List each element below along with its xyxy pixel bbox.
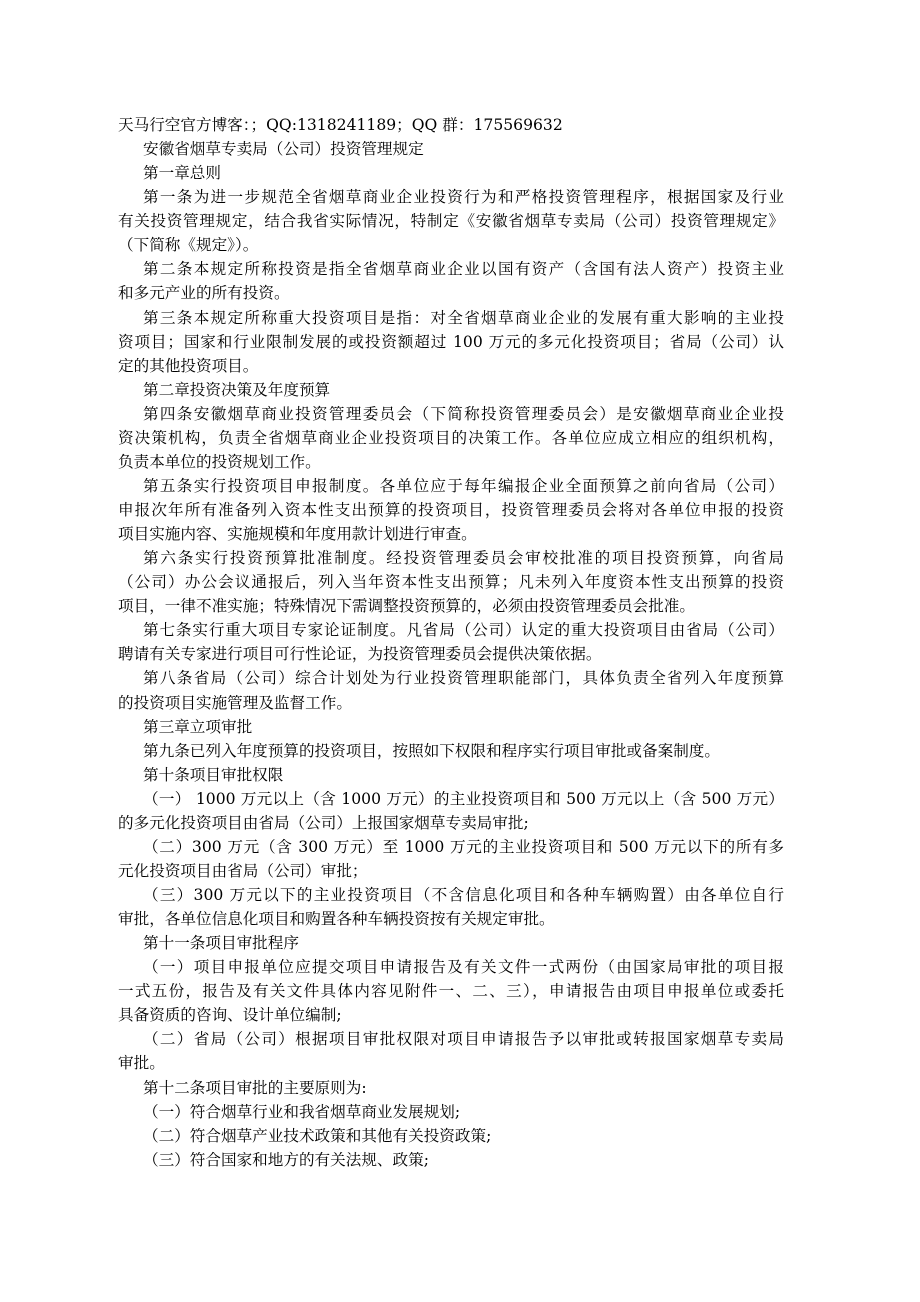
text-line: 第五条实行投资项目申报制度。各单位应于每年编报企业全面预算之前向省局（公司） (143, 476, 784, 495)
text-line: 资项目；国家和行业限制发展的或投资额超过 100 万元的多元化投资项目；省局（公司）认 (118, 332, 784, 351)
text-line: 第十条项目审批权限 (143, 765, 284, 784)
text-line: 第九条已列入年度预算的投资项目，按照如下权限和程序实行项目审批或备案制度。 (143, 741, 720, 760)
text-line: 第八条省局（公司）综合计划处为行业投资管理职能部门，具体负责全省列入年度预算 (143, 669, 784, 688)
text-line: （一）项目申报单位应提交项目申请报告及有关文件一式两份（由国家局审批的项目报 (143, 958, 784, 977)
text-line: （一） 1000 万元以上（含 1000 万元）的主业投资项目和 500 万元以上（含 500 万元） (143, 789, 784, 808)
text-line: 安徽省烟草专卖局（公司）投资管理规定 (143, 140, 424, 159)
text-line: 第一条为进一步规范全省烟草商业企业投资行为和严格投资管理程序，根据国家及行业 (143, 188, 784, 207)
text-line: 具备资质的咨询、设计单位编制; (118, 1006, 342, 1025)
text-line: 第三章立项审批 (143, 717, 253, 736)
text-line: 有关投资管理规定，结合我省实际情况，特制定《安徽省烟草专卖局（公司）投资管理规定》 (118, 212, 784, 231)
text-line: （公司）办公会议通报后，列入当年资本性支出预算；凡未列入年度资本性支出预算的投资 (118, 573, 784, 592)
text-line: 第十二条项目审批的主要原则为: (143, 1078, 367, 1097)
text-line: 聘请有关专家进行项目可行性论证，为投资管理委员会提供决策依据。 (118, 645, 602, 664)
text-line: 项目，一律不准实施；特殊情况下需调整投资预算的，必须由投资管理委员会批准。 (118, 597, 695, 616)
text-line: 第二条本规定所称投资是指全省烟草商业企业以国有资产（含国有法人资产）投资主业 (143, 260, 784, 279)
text-line: 第三条本规定所称重大投资项目是指：对全省烟草商业企业的发展有重大影响的主业投 (143, 308, 784, 327)
text-line: 定的其他投资项目。 (118, 356, 259, 375)
text-line: 的投资项目实施管理及监督工作。 (118, 693, 352, 712)
text-line: 第二章投资决策及年度预算 (143, 380, 331, 399)
text-line: 和多元产业的所有投资。 (118, 284, 290, 303)
text-line: 的多元化投资项目由省局（公司）上报国家烟草专卖局审批; (118, 813, 529, 832)
text-line: （二）符合烟草产业技术政策和其他有关投资政策; (143, 1126, 492, 1145)
text-line: （三）300 万元以下的主业投资项目（不含信息化项目和各种车辆购置）由各单位自行 (143, 886, 784, 904)
text-line: 审批，各单位信息化项目和购置各种车辆投资按有关规定审批。 (118, 910, 555, 929)
text-line: （一）符合烟草行业和我省烟草商业发展规划; (143, 1102, 461, 1121)
header-contact-line: 天马行空官方博客：；QQ:1318241189；QQ 群：175569632 (118, 116, 563, 134)
text-line: （二）省局（公司）根据项目审批权限对项目申请报告予以审批或转报国家烟草专卖局 (143, 1030, 784, 1049)
text-line: 负责本单位的投资规划工作。 (118, 452, 321, 471)
text-line: （三）符合国家和地方的有关法规、政策; (143, 1150, 429, 1169)
text-line: 第四条安徽烟草商业投资管理委员会（下简称投资管理委员会）是安徽烟草商业企业投 (143, 404, 784, 423)
text-line: （二）300 万元（含 300 万元）至 1000 万元的主业投资项目和 500 万元以下的所有多 (143, 837, 784, 856)
text-line: 第六条实行投资预算批准制度。经投资管理委员会审校批准的项目投资预算，向省局 (143, 549, 784, 568)
text-line: 申报次年所有准备列入资本性支出预算的投资项目，投资管理委员会将对各单位申报的投资 (118, 501, 784, 519)
text-line: （下简称《规定》）。 (118, 236, 259, 255)
document-body (118, 113, 784, 1172)
text-line: 第十一条项目审批程序 (143, 934, 299, 953)
text-line: 项目实施内容、实施规模和年度用款计划进行审查。 (118, 525, 477, 544)
text-line: 审批。 (118, 1054, 165, 1073)
text-line: 一式五份，报告及有关文件具体内容见附件一、二、三），申请报告由项目申报单位或委托 (118, 982, 784, 1001)
text-line: 元化投资项目由省局（公司）审批； (118, 861, 368, 880)
text-line: 资决策机构，负责全省烟草商业企业投资项目的决策工作。各单位应成立相应的组织机构， (118, 428, 784, 447)
text-line: 第七条实行重大项目专家论证制度。凡省局（公司）认定的重大投资项目由省局（公司） (143, 621, 784, 640)
text-line: 第一章总则 (143, 164, 221, 183)
